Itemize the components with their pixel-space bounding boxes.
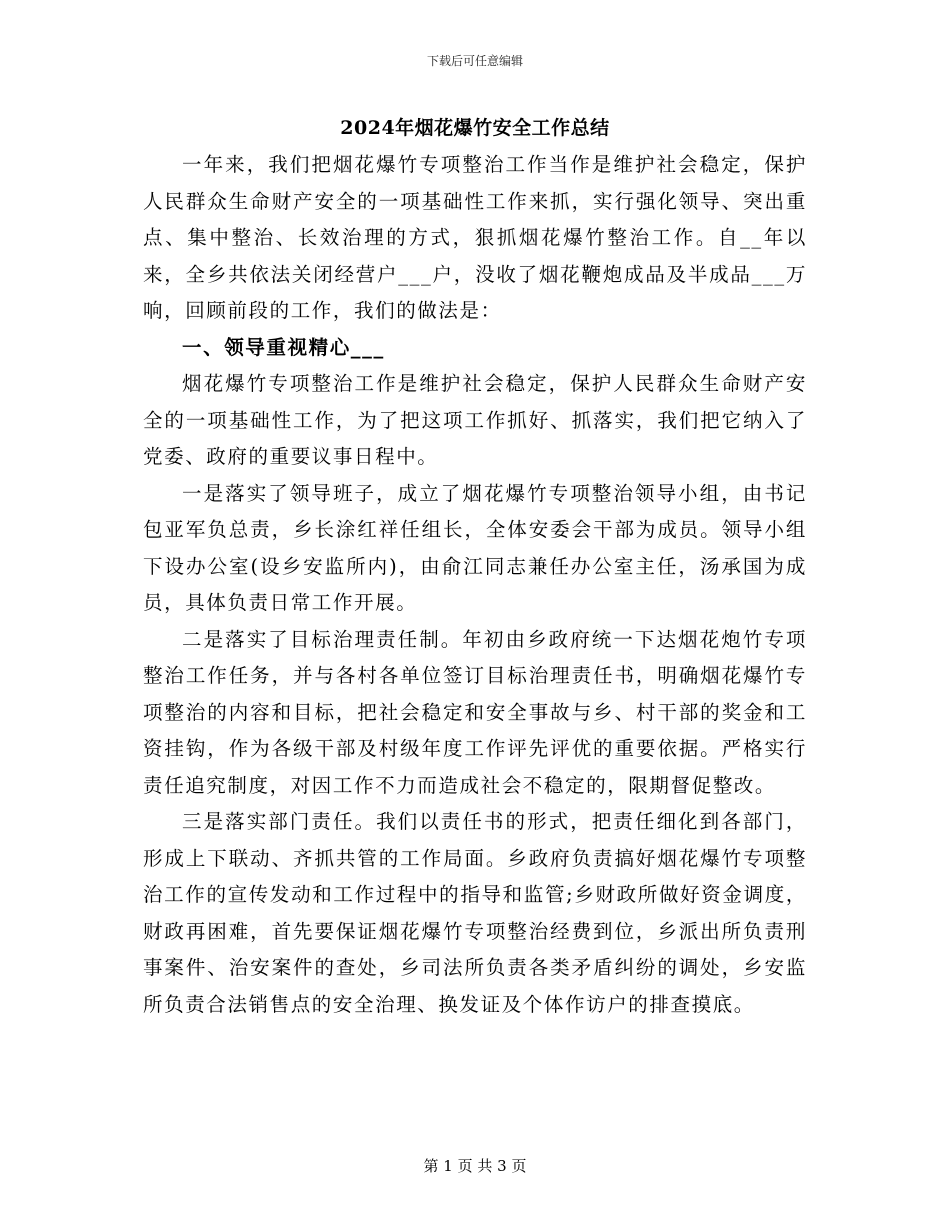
body-paragraph: 三是落实部门责任。我们以责任书的形式，把责任细化到各部门，形成上下联动、齐抓共管的工作局面。乡政府负责搞好烟花爆竹专项整治工作的宣传发动和工作过程中的指导和监管;乡财政所做好资金调度，财政再困难，首先要保证烟花爆竹专项整治经费到位，乡派出所负责刑事案件、治安案件的查处，乡司法所负责各类矛盾纠纷的调处，乡安监所负责合法销售点的安全治理、换发证及个体作访户的排查摸底。 (143, 810, 807, 1016)
page-header-note: 下载后可任意编辑 (426, 54, 523, 68)
body-paragraph: 一是落实了领导班子，成立了烟花爆竹专项整治领导小组，由书记包亚军负总责，乡长涂红祥任组长，全体安委会干部为成员。领导小组下设办公室(设乡安监所内)，由俞江同志兼任办公室主任，汤承国为成员，具体负责日常工作开展。 (143, 481, 807, 614)
intro-paragraph: 一年来，我们把烟花爆竹专项整治工作当作是维护社会稳定，保护人民群众生命财产安全的一项基础性工作来抓，实行强化领导、突出重点、集中整治、长效治理的方式，狠抓烟花爆竹整治工作。自__年以来，全乡共依法关闭经营户___户，没收了烟花鞭炮成品及半成品___万响，回顾前段的工作，我们的做法是： (143, 153, 807, 322)
page-number: 第 1 页 共 3 页 (423, 1157, 527, 1175)
body-paragraph: 烟花爆竹专项整治工作是维护社会稳定，保护人民群众生命财产安全的一项基础性工作，为了把这项工作抓好、抓落实，我们把它纳入了党委、政府的重要议事日程中。 (143, 372, 807, 468)
body-paragraph: 二是落实了目标治理责任制。年初由乡政府统一下达烟花炮竹专项整治工作任务，并与各村各单位签订目标治理责任书，明确烟花爆竹专项整治的内容和目标，把社会稳定和安全事故与乡、村干部的奖金和工资挂钩，作为各级干部及村级年度工作评先评优的重要依据。严格实行责任追究制度，对因工作不力而造成社会不稳定的，限期督促整改。 (143, 627, 807, 797)
document-title: 2024年烟花爆竹安全工作总结 (340, 117, 610, 139)
section-heading: 一、领导重视精心___ (182, 335, 385, 359)
document-body (143, 147, 807, 1023)
